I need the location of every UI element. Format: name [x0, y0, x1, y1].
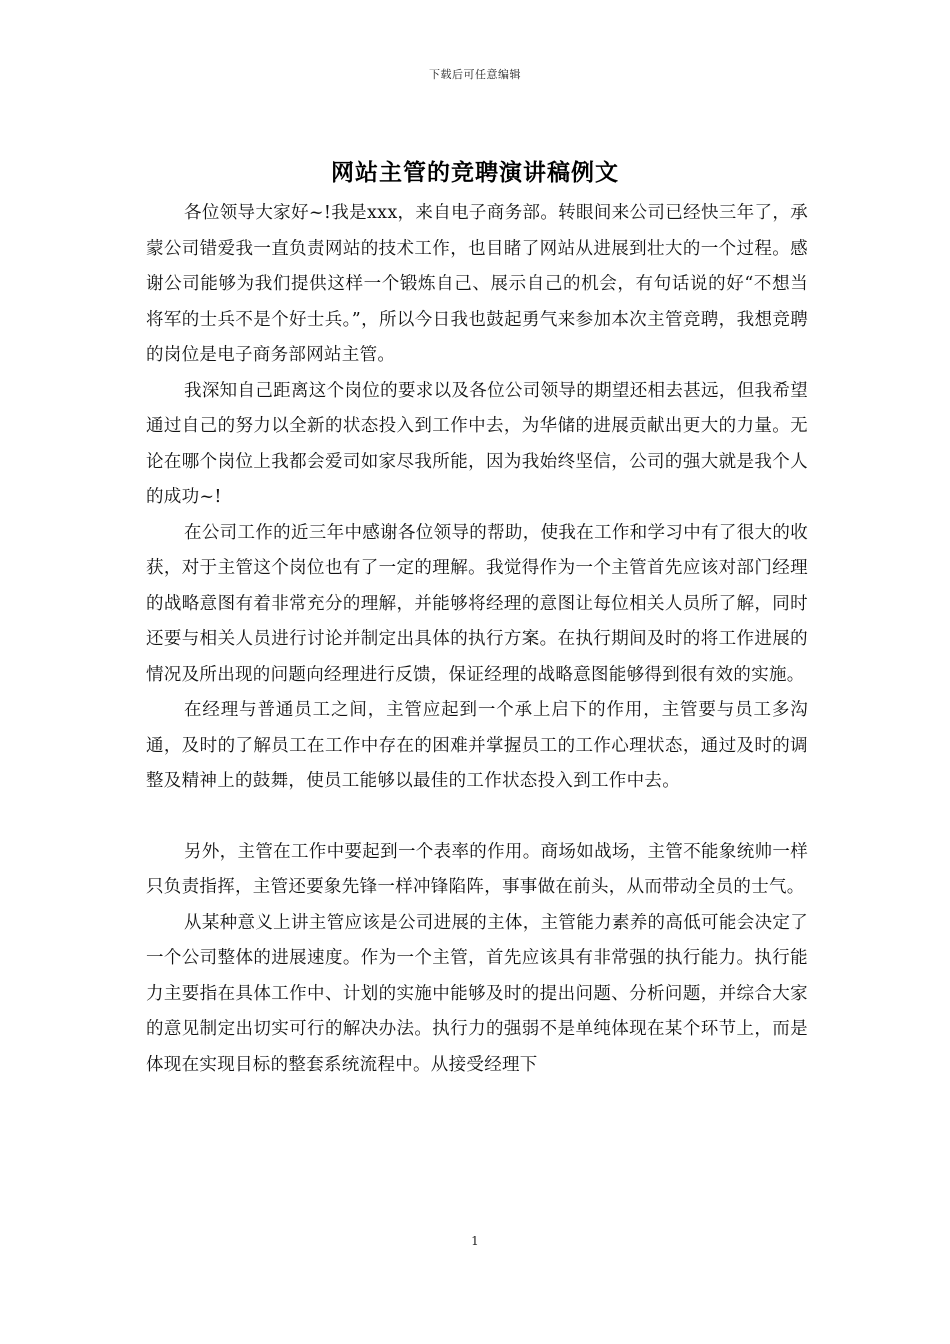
paragraph: 在经理与普通员工之间，主管应起到一个承上启下的作用，主管要与员工多沟通，及时的了解员工在工作中存在的困难并掌握员工的工作心理状态，通过及时的调整及精神上的鼓舞，使员工能够以最佳的工作状态投入到工作中去。	[146, 700, 808, 791]
paragraph: 从某种意义上讲主管应该是公司进展的主体，主管能力素养的高低可能会决定了一个公司整体的进展速度。作为一个主管，首先应该具有非常强的执行能力。执行能力主要指在具体工作中、计划的实施中能够及时的提出问题、分析问题，并综合大家的意见制定出切实可行的解决办法。执行力的强弱不是单纯体现在某个环节上，而是体现在实现目标的整套系统流程中。从接受经理下	[146, 912, 808, 1075]
document-body	[146, 196, 808, 1083]
page-number: 1	[471, 1234, 479, 1248]
paragraph: 在公司工作的近三年中感谢各位领导的帮助，使我在工作和学习中有了很大的收获，对于主管这个岗位也有了一定的理解。我觉得作为一个主管首先应该对部门经理的战略意图有着非常充分的理解，并能够将经理的意图让每位相关人员所了解，同时还要与相关人员进行讨论并制定出具体的执行方案。在执行期间及时的将工作进展的情况及所出现的问题向经理进行反馈，保证经理的战略意图能够得到很有效的实施。	[146, 522, 808, 685]
document-title: 网站主管的竞聘演讲稿例文	[331, 159, 619, 186]
paragraph: 我深知自己距离这个岗位的要求以及各位公司领导的期望还相去甚远，但我希望通过自己的努力以全新的状态投入到工作中去，为华储的进展贡献出更大的力量。无论在哪个岗位上我都会爱司如家尽我所能，因为我始终坚信，公司的强大就是我个人的成功~!	[146, 380, 808, 507]
paragraph: 另外，主管在工作中要起到一个表率的作用。商场如战场，主管不能象统帅一样只负责指挥，主管还要象先锋一样冲锋陷阵，事事做在前头，从而带动全员的士气。	[146, 841, 808, 897]
paragraph: 各位领导大家好~!我是xxx，来自电子商务部。转眼间来公司已经快三年了，承蒙公司错爱我一直负责网站的技术工作，也目睹了网站从进展到壮大的一个过程。感谢公司能够为我们提供这样一个锻炼自己、展示自己的机会，有句话说的好“不想当将军的士兵不是个好士兵。”，所以今日我也鼓起勇气来参加本次主管竞聘，我想竞聘的岗位是电子商务部网站主管。	[146, 203, 808, 365]
header-note: 下载后可任意编辑	[429, 68, 521, 81]
